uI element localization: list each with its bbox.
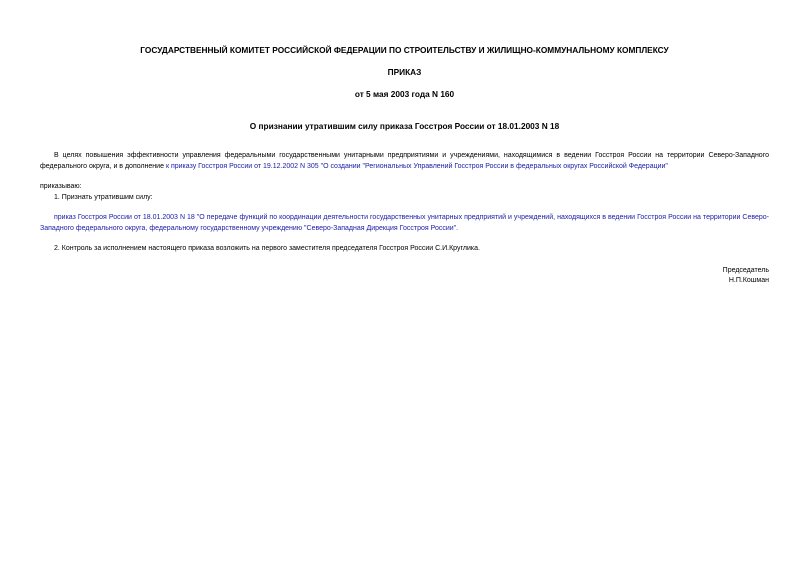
signatory-name: Н.П.Кошман	[728, 277, 769, 284]
intro-text: В целях повышения эффективности управления федеральными государственными унитарными предприятиями и учреждениями, находящимися в ведении Госстроя России на территории Северо-Западного федерального округа, и в дополнение	[40, 152, 769, 170]
document-type: ПРИКАЗ	[387, 67, 422, 77]
intro-reference-link[interactable]: к приказу Госстроя России от 19.12.2002 N 305 "О создании "Региональных Управлений Госстроя России в федеральных округах Российской Федерации"	[165, 162, 668, 170]
document-page	[40, 0, 769, 571]
item-1-heading: 1. Признать утратившим силу:	[54, 194, 153, 201]
item-2-paragraph: 2. Контроль за исполнением настоящего приказа возложить на первого заместителя председателя Госстроя России С.И.Круглика.	[54, 245, 480, 252]
document-title: О признании утратившим силу приказа Госстроя России от 18.01.2003 N 18	[249, 121, 560, 131]
committee-name: ГОСУДАРСТВЕННЫЙ КОМИТЕТ РОССИЙСКОЙ ФЕДЕРАЦИИ ПО СТРОИТЕЛЬСТВУ И ЖИЛИЩНО-КОММУНАЛЬНОМУ КОМПЛЕКСУ	[140, 45, 669, 55]
document-date-number: от 5 мая 2003 года N 160	[354, 89, 455, 99]
signatory-position: Председатель	[722, 267, 769, 274]
order-word: приказываю:	[40, 183, 82, 190]
intro-paragraph	[40, 151, 769, 172]
item-1-paragraph	[40, 213, 769, 234]
repealed-order-link[interactable]: приказ Госстроя России от 18.01.2003 N 18 "О передаче функций по координации деятельности государственных унитарных предприятий и учреждений, находящихся в ведении Госстроя России на территории Северо-Западного федерального округа, федеральному государственному учреждению "Северо-Западная Дирекция Госстроя России".	[40, 214, 769, 232]
